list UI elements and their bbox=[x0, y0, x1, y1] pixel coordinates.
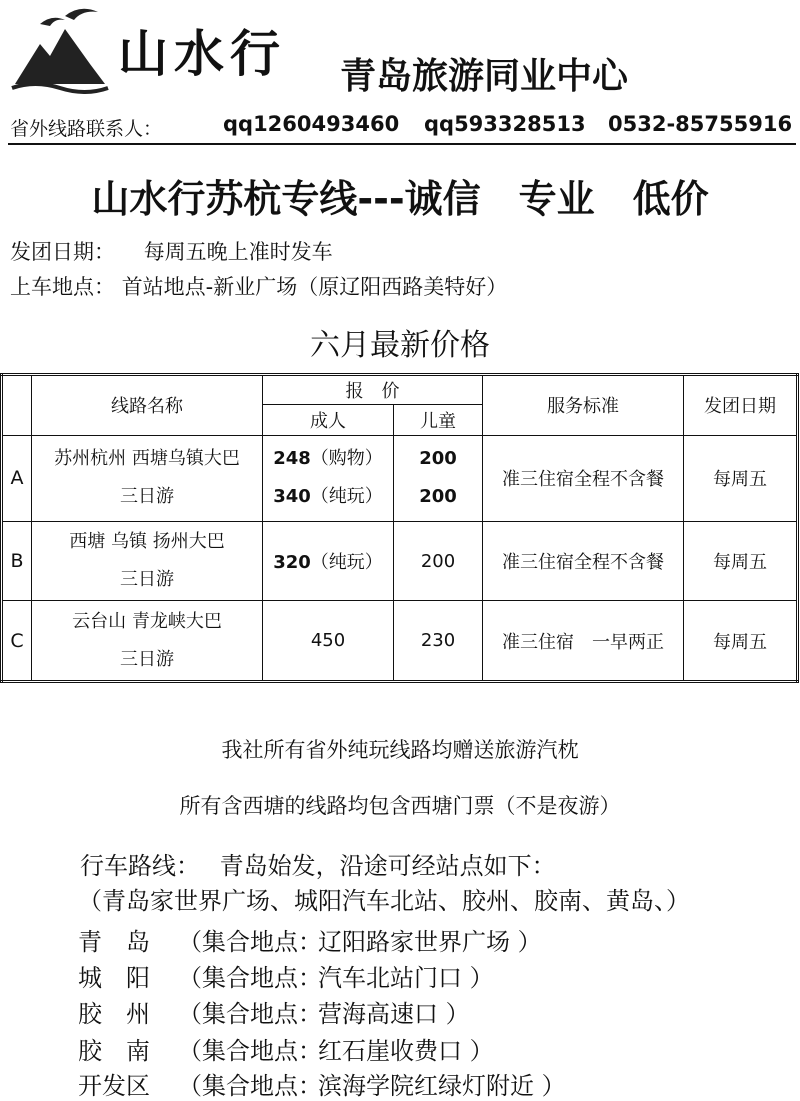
table-row bbox=[2, 601, 798, 682]
stop-city: 开发区 bbox=[78, 1072, 150, 1100]
stop-city: 胶 南 bbox=[78, 1037, 150, 1065]
stop-item bbox=[78, 994, 470, 1029]
row-key: A bbox=[2, 435, 32, 522]
mountain-swallow-logo-icon bbox=[10, 4, 110, 94]
service-standard: 准三住宿全程不含餐 bbox=[483, 522, 684, 601]
page-header bbox=[0, 0, 800, 150]
table-row bbox=[2, 435, 798, 522]
service-standard: 准三住宿 一早两正 bbox=[483, 601, 684, 682]
adult-price-note: （纯玩） bbox=[310, 552, 383, 574]
stop-place: 营海高速口 ） bbox=[318, 1000, 470, 1028]
stop-item bbox=[78, 958, 494, 993]
route-name-cell bbox=[32, 435, 263, 522]
contact-phone: 0532-85755916 bbox=[608, 112, 793, 136]
adult-price-value: 248 bbox=[273, 448, 311, 470]
route-name: 云台山 青龙峡大巴 bbox=[72, 610, 222, 632]
child-price: 200 bbox=[394, 522, 483, 601]
route-value: 青岛始发，沿途可经站点如下： bbox=[219, 852, 556, 880]
child-price-cell bbox=[394, 435, 483, 522]
header-quote: 报 价 bbox=[263, 375, 483, 405]
route-name-cell bbox=[32, 601, 263, 682]
stop-item bbox=[78, 1066, 566, 1101]
adult-price bbox=[263, 548, 393, 574]
contact-qq-2: qq593328513 bbox=[424, 112, 586, 136]
route-duration: 三日游 bbox=[120, 569, 174, 591]
departure-label: 发团日期： bbox=[10, 240, 115, 264]
child-price: 200 bbox=[419, 486, 457, 508]
stop-city: 胶 州 bbox=[78, 1000, 150, 1028]
adult-price-cell bbox=[263, 522, 394, 601]
route-info bbox=[80, 846, 556, 881]
departure-info bbox=[10, 236, 333, 266]
header-route: 线路名称 bbox=[32, 375, 263, 436]
stop-label: （集合地点： bbox=[178, 928, 322, 956]
stop-label: （集合地点： bbox=[178, 1037, 322, 1065]
row-key: C bbox=[2, 601, 32, 682]
headline: 山水行苏杭专线---诚信 专业 低价 bbox=[91, 177, 709, 221]
price-table bbox=[0, 373, 799, 683]
stop-item bbox=[78, 1031, 494, 1066]
route-stops-summary: （青岛家世界广场、城阳汽车北站、胶州、胶南、黄岛、） bbox=[78, 887, 690, 915]
header-divider bbox=[8, 143, 796, 145]
boarding-label: 上车地点： bbox=[10, 275, 115, 299]
departure-value: 每周五晚上准时发车 bbox=[143, 240, 333, 264]
child-price: 230 bbox=[394, 601, 483, 682]
contact-line bbox=[10, 112, 800, 138]
stop-place: 辽阳路家世界广场 ） bbox=[318, 928, 542, 956]
contact-qq-1: qq1260493460 bbox=[223, 112, 400, 136]
stop-label: （集合地点： bbox=[178, 1000, 322, 1028]
adult-price bbox=[263, 440, 393, 478]
price-title: 六月最新价格 bbox=[310, 328, 490, 363]
stop-city: 城 阳 bbox=[78, 964, 150, 992]
service-standard: 准三住宿全程不含餐 bbox=[483, 435, 684, 522]
header-date: 发团日期 bbox=[684, 375, 798, 436]
stop-city: 青 岛 bbox=[78, 928, 150, 956]
route-name: 苏州杭州 西塘乌镇大巴 bbox=[54, 448, 240, 470]
contact-label: 省外线路联系人： bbox=[10, 118, 163, 140]
header-service: 服务标准 bbox=[483, 375, 684, 436]
header-child: 儿童 bbox=[394, 405, 483, 435]
stop-label: （集合地点： bbox=[178, 1072, 322, 1100]
header-key-cell bbox=[2, 375, 32, 436]
route-name-cell bbox=[32, 522, 263, 601]
row-key: B bbox=[2, 522, 32, 601]
stop-place: 滨海学院红绿灯附近 ） bbox=[318, 1072, 566, 1100]
departure-day: 每周五 bbox=[684, 601, 798, 682]
adult-price-note: （购物） bbox=[310, 448, 383, 470]
stop-item bbox=[78, 922, 542, 957]
stop-place: 汽车北站门口 ） bbox=[318, 964, 494, 992]
departure-day: 每周五 bbox=[684, 435, 798, 522]
child-price: 200 bbox=[419, 448, 457, 470]
route-duration: 三日游 bbox=[120, 486, 174, 508]
departure-day: 每周五 bbox=[684, 522, 798, 601]
stop-place: 红石崖收费口 ） bbox=[318, 1037, 494, 1065]
adult-price-value: 320 bbox=[273, 552, 311, 574]
adult-price-note: （纯玩） bbox=[310, 486, 383, 508]
stop-label: （集合地点： bbox=[178, 964, 322, 992]
boarding-value: 首站地点-新业广场（原辽阳西路美特好） bbox=[121, 275, 508, 299]
brand-name: 山水行 bbox=[118, 24, 286, 83]
route-duration: 三日游 bbox=[120, 648, 174, 670]
route-label: 行车路线： bbox=[80, 852, 200, 880]
header-adult: 成人 bbox=[263, 405, 394, 435]
route-name: 西塘 乌镇 扬州大巴 bbox=[69, 531, 225, 553]
adult-price: 450 bbox=[263, 601, 394, 682]
boarding-info bbox=[10, 271, 507, 301]
note-pillow: 我社所有省外纯玩线路均赠送旅游汽枕 bbox=[221, 738, 579, 762]
adult-price-cell bbox=[263, 435, 394, 522]
note-xitang-ticket: 所有含西塘的线路均包含西塘门票（不是夜游） bbox=[179, 794, 621, 818]
adult-price bbox=[263, 478, 393, 516]
table-row bbox=[2, 522, 798, 601]
company-name: 青岛旅游同业中心 bbox=[340, 56, 629, 97]
adult-price-value: 340 bbox=[273, 486, 311, 508]
